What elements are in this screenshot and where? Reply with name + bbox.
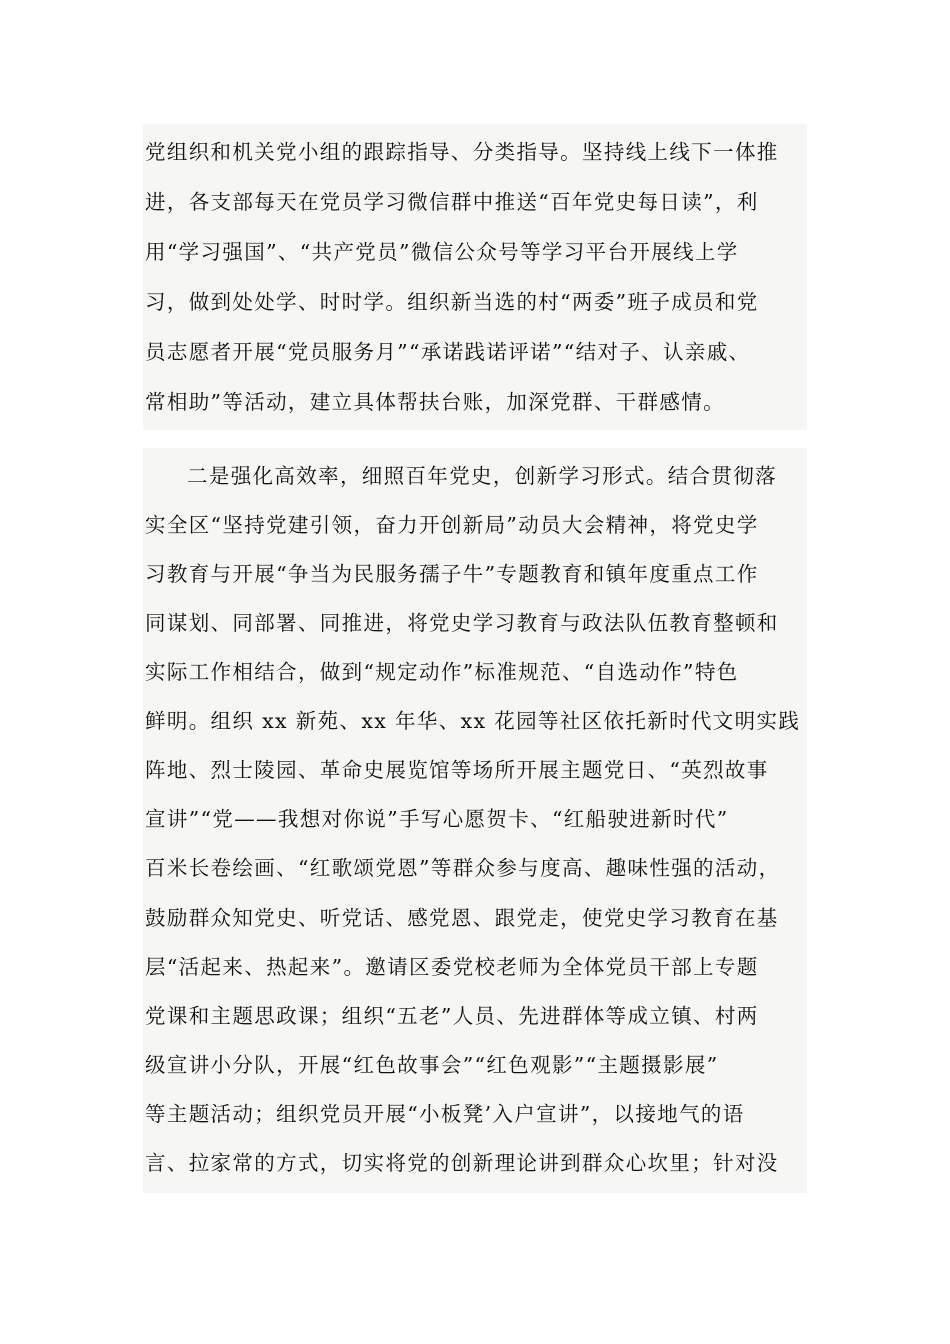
text-line: 党组织和机关党小组的跟踪指导、分类指导。坚持线上线下一体推 xyxy=(145,140,779,164)
text-line: 实全区“坚持党建引领，奋力开创新局”动员大会精神，将党史学 xyxy=(145,513,759,537)
text-line: 言、拉家常的方式，切实将党的创新理论讲到群众心坎里；针对没 xyxy=(145,1151,779,1175)
paragraph-efficiency xyxy=(143,448,807,1193)
text-line: 常相助”等活动，建立具体帮扶台账，加深党群、干群感情。 xyxy=(145,390,725,414)
paragraph-continued xyxy=(143,124,807,430)
text-line-indented: 二是强化高效率，细照百年党史，创新学习形式。结合贯彻落 xyxy=(187,464,777,488)
text-line: 层“活起来、热起来”。邀请区委党校老师为全体党员干部上专题 xyxy=(145,955,759,979)
text-line: 习，做到处处学、时时学。组织新当选的村“两委”班子成员和党 xyxy=(145,290,759,314)
text-line: 员志愿者开展“党员服务月”“承诺践诺评诺”“结对子、认亲戚、 xyxy=(145,340,751,364)
text-line: 宣讲”“党——我想对你说”手写心愿贺卡、“红船驶进新时代” xyxy=(145,807,729,831)
text-line: 等主题活动；组织党员开展“小板凳’入户宣讲”，以接地气的语 xyxy=(145,1102,745,1126)
text-line: 鲜明。组织 xx 新苑、xx 年华、xx 花园等社区依托新时代文明实践 xyxy=(145,709,801,733)
text-line: 百米长卷绘画、“红歌颂党恩”等群众参与度高、趣味性强的活动， xyxy=(145,856,781,880)
text-line: 同谋划、同部署、同推进，将党史学习教育与政法队伍教育整顿和 xyxy=(145,611,779,635)
text-line: 阵地、烈士陵园、革命史展览馆等场所开展主题党日、“英烈故事 xyxy=(145,758,769,782)
text-line: 进，各支部每天在党员学习微信群中推送“百年党史每日读”，利 xyxy=(145,190,759,214)
text-line: 实际工作相结合，做到“规定动作”标准规范、“自选动作”特色 xyxy=(145,660,739,684)
text-line: 党课和主题思政课；组织“五老”人员、先进群体等成立镇、村两 xyxy=(145,1004,759,1028)
text-line: 习教育与开展“争当为民服务孺子牛”专题教育和镇年度重点工作 xyxy=(145,562,759,586)
text-line: 级宣讲小分队，开展“红色故事会”“红色观影”“主题摄影展” xyxy=(145,1053,719,1077)
text-line: 鼓励群众知党史、听党话、感党恩、跟党走，使党史学习教育在基 xyxy=(145,906,779,930)
text-line: 用“学习强国”、“共产党员”微信公众号等学习平台开展线上学 xyxy=(145,240,739,264)
